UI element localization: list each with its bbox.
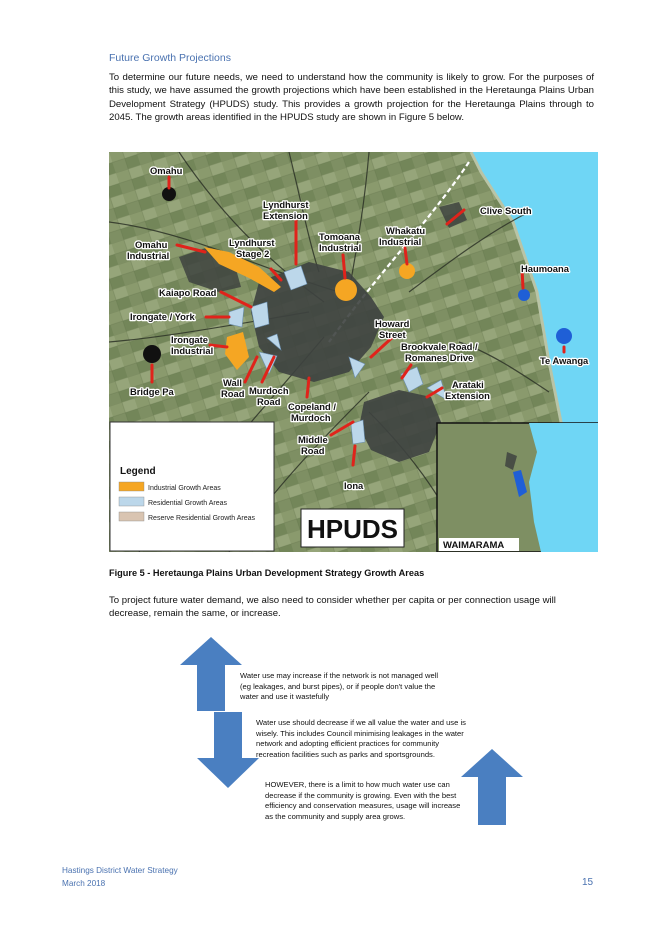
label-murdoch-road-1: Murdoch bbox=[249, 385, 289, 396]
legend-label-reserve: Reserve Residential Growth Areas bbox=[148, 515, 255, 522]
figure-caption: Figure 5 - Heretaunga Plains Urban Development Strategy Growth Areas bbox=[109, 568, 425, 578]
intro-paragraph: To determine our future needs, we need to understand how the community is likely to grow. For the purposes of this study, we have assumed the growth projections which have been established in the Heretaunga Plains Urban Development Strategy (HPUDS) study. This provides a growth projection for the Heretaunga Plains through to 2045. The growth areas identified in the HPUDS study are shown in Figure 5 below. bbox=[109, 72, 594, 124]
settlement-te-awanga bbox=[556, 328, 572, 344]
label-omahu-industrial-2: Industrial bbox=[127, 250, 170, 261]
arrow-down-icon bbox=[197, 712, 259, 788]
growth-areas-map bbox=[109, 152, 598, 552]
settlement-haumoana bbox=[518, 289, 530, 301]
label-copeland-murdoch-2: Murdoch bbox=[291, 412, 331, 423]
arrow-up-icon-right bbox=[461, 749, 523, 825]
label-irongate-industrial-1: Irongate bbox=[171, 334, 208, 345]
label-iona: Iona bbox=[344, 480, 364, 491]
label-lyndhurst-extension-1: Lyndhurst bbox=[263, 199, 309, 210]
label-howard-street-2: Street bbox=[379, 329, 406, 340]
label-arataki-extension-2: Extension bbox=[445, 390, 490, 401]
label-bridge-pa: Bridge Pa bbox=[130, 386, 174, 397]
waimarama-label: WAIMARAMA bbox=[443, 540, 505, 551]
legend-label-residential: Residential Growth Areas bbox=[148, 500, 227, 507]
label-howard-street-1: Howard bbox=[375, 318, 410, 329]
water-demand-paragraph: To project future water demand, we also need to consider whether per capita or per connection usage will decrease, remain the same, or increase. bbox=[109, 595, 556, 620]
label-arataki-extension-1: Arataki bbox=[452, 379, 484, 390]
label-whakatu-2: Industrial bbox=[379, 236, 422, 247]
settlement-bridge-pa bbox=[143, 345, 161, 363]
label-tomoana-2: Industrial bbox=[319, 242, 362, 253]
label-copeland-murdoch-1: Copeland / bbox=[288, 401, 336, 412]
hpuds-badge: HPUDS bbox=[307, 514, 399, 544]
note-decrease: Water use should decrease if we all value the water and use is wisely. This includes Council minimising leakages in the water network and adopting efficient practices for community recreation facilities such as parks and sportsgrounds. bbox=[256, 718, 466, 759]
label-haumoana: Haumoana bbox=[521, 263, 569, 274]
label-murdoch-road-2: Road bbox=[257, 396, 281, 407]
label-omahu: Omahu bbox=[150, 165, 183, 176]
label-irongate-york: Irongate / York bbox=[130, 311, 195, 322]
label-lyndhurst-stage2-1: Lyndhurst bbox=[229, 237, 275, 248]
label-whakatu-1: Whakatu bbox=[386, 225, 426, 236]
label-brookvale-1: Brookvale Road / bbox=[401, 341, 478, 352]
legend-swatch-residential bbox=[119, 497, 144, 506]
footer-date: March 2018 bbox=[62, 879, 106, 888]
label-lyndhurst-extension-2: Extension bbox=[263, 210, 308, 221]
label-brookvale-2: Romanes Drive bbox=[405, 352, 474, 363]
label-lyndhurst-stage2-2: Stage 2 bbox=[236, 248, 270, 259]
note-limit: HOWEVER, there is a limit to how much water use can decrease if the community is growing. Even with the best efficiency and conservation measures, usage will increase as the community and supply area grows. bbox=[265, 780, 461, 821]
industrial-growth-tomoana bbox=[335, 279, 357, 301]
legend-swatch-reserve bbox=[119, 512, 144, 521]
label-irongate-industrial-2: Industrial bbox=[171, 345, 214, 356]
label-omahu-industrial-1: Omahu bbox=[135, 239, 168, 250]
label-kaiapo-road: Kaiapo Road bbox=[159, 287, 217, 298]
label-te-awanga: Te Awanga bbox=[540, 355, 589, 366]
label-clive-south: Clive South bbox=[480, 205, 532, 216]
note-increase: Water use may increase if the network is not managed well (eg leakages, and burst pipes), or if people don't value the water and use it wastefully bbox=[240, 671, 439, 702]
label-tomoana-1: Tomoana bbox=[319, 231, 360, 242]
waimarama-inset bbox=[437, 423, 598, 552]
legend-swatch-industrial bbox=[119, 482, 144, 491]
map-legend bbox=[110, 422, 274, 551]
page-number: 15 bbox=[582, 877, 594, 888]
legend-title: Legend bbox=[120, 466, 156, 477]
section-heading: Future Growth Projections bbox=[109, 52, 231, 64]
label-middle-road-1: Middle bbox=[298, 434, 328, 445]
footer-title: Hastings District Water Strategy bbox=[62, 866, 178, 875]
label-middle-road-2: Road bbox=[301, 445, 325, 456]
legend-label-industrial: Industrial Growth Areas bbox=[148, 485, 221, 492]
label-wall-road-2: Road bbox=[221, 388, 245, 399]
label-wall-road-1: Wall bbox=[223, 377, 242, 388]
arrow-up-icon bbox=[180, 637, 242, 711]
